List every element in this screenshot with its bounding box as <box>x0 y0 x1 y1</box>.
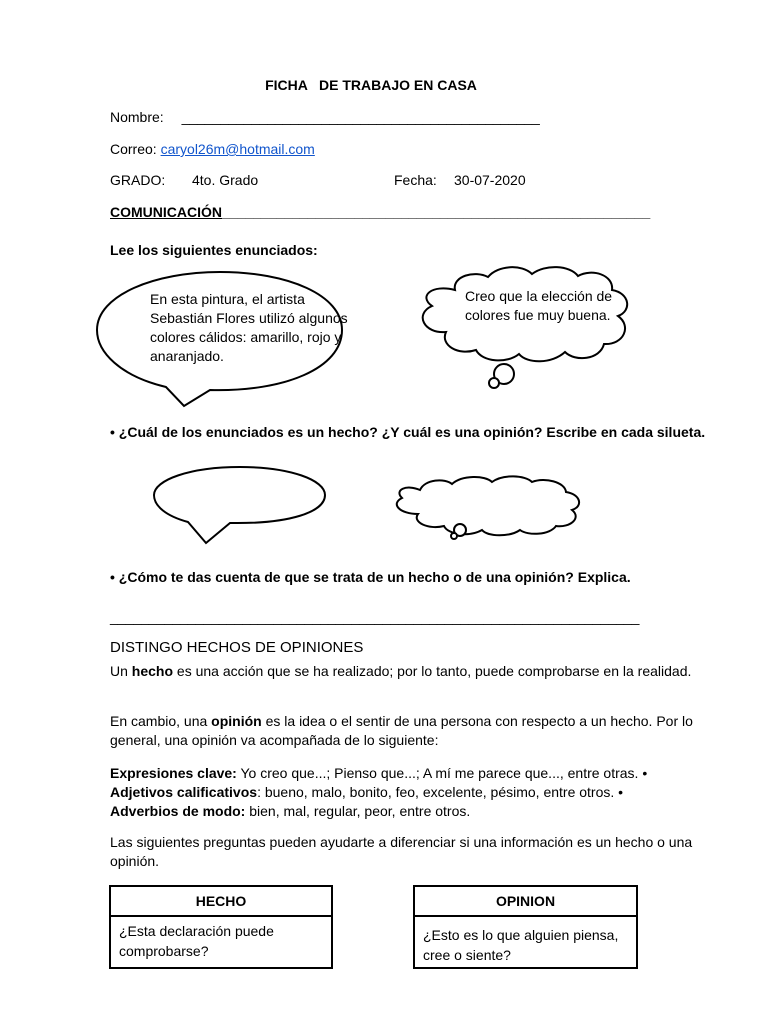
p2-bold: opinión <box>211 713 262 729</box>
p1-post: es una acción que se ha realizado; por lo tanto, puede comprobarse en la realidad. <box>173 663 692 679</box>
thought-dot-top-small <box>489 378 499 388</box>
email-link[interactable]: caryol26m@hotmail.com <box>160 141 315 157</box>
grado-label: GRADO: <box>110 172 166 188</box>
l3-text: bien, mal, regular, peor, entre otros. <box>245 803 471 819</box>
paragraph-hecho <box>110 662 720 681</box>
answer-line: ____________________________________________________________________ <box>110 609 640 625</box>
thought-bubble-text: Creo que la elección de colores fue muy buena. <box>465 288 613 323</box>
list-expresiones <box>110 764 647 783</box>
p2-pre: En cambio, una <box>110 713 212 729</box>
l2-text: : bueno, malo, bonito, feo, excelente, pésimo, entre otros. • <box>257 784 624 800</box>
content-heading: DISTINGO HECHOS DE OPINIONES <box>110 639 364 656</box>
section-title: COMUNICACIÓN <box>110 204 222 220</box>
thought-dot-bottom-small <box>451 533 457 539</box>
opinion-box-text: ¿Esto es lo que alguien piensa, cree o siente? <box>423 927 619 963</box>
nombre-blank: ______________________________________________ <box>181 109 540 125</box>
paragraph-opinion <box>110 712 720 750</box>
instruction-text: Lee los siguientes enunciados: <box>110 242 318 258</box>
nombre-label: Nombre: <box>110 109 164 125</box>
p1-bold: hecho <box>131 663 174 679</box>
opinion-box <box>413 885 638 969</box>
hecho-box <box>109 885 333 969</box>
speech-bubble-bottom <box>154 467 325 543</box>
thought-cloud-bottom <box>397 476 579 535</box>
grado-value: 4to. Grado <box>192 172 259 188</box>
p1-pre: Un <box>110 663 132 679</box>
fecha-label: Fecha: <box>394 172 437 188</box>
paragraph-preguntas: Las siguientes preguntas pueden ayudarte a diferenciar si una información es un hecho o una opinión. <box>110 834 693 869</box>
hecho-box-text: ¿Esta declaración puede comprobarse? <box>119 923 274 959</box>
question-2: • ¿Cómo te das cuenta de que se trata de un hecho o de una opinión? Explica. <box>110 569 631 585</box>
section-title-line: _______________________________________________________ <box>222 204 651 220</box>
opinion-box-title: OPINION <box>415 887 636 917</box>
l3-bold: Adverbios de modo: <box>110 803 246 819</box>
list-adverbios <box>110 802 470 821</box>
speech-bubble-text: En esta pintura, el artista Sebastián Flores utilizó algunos colores cálidos: amarillo, rojo y anaranjado. <box>150 291 348 364</box>
l1-bold: Expresiones clave: <box>110 765 237 781</box>
correo-label: Correo: <box>110 141 157 157</box>
question-1: • ¿Cuál de los enunciados es un hecho? ¿Y cuál es una opinión? Escribe en cada silueta. <box>110 424 706 440</box>
l1-text: Yo creo que...; Pienso que...; A mí me parece que..., entre otras. • <box>236 765 648 781</box>
l2-bold: Adjetivos calificativos <box>110 784 258 800</box>
list-adjetivos <box>110 783 623 802</box>
p2-post: es la idea o el sentir de una persona con respecto a un hecho. Por lo general, una opinión va acompañada de lo siguiente: <box>110 713 693 748</box>
fecha-value: 30-07-2020 <box>454 172 526 188</box>
hecho-box-title: HECHO <box>111 887 331 917</box>
page-title: FICHA DE TRABAJO EN CASA <box>265 77 477 93</box>
